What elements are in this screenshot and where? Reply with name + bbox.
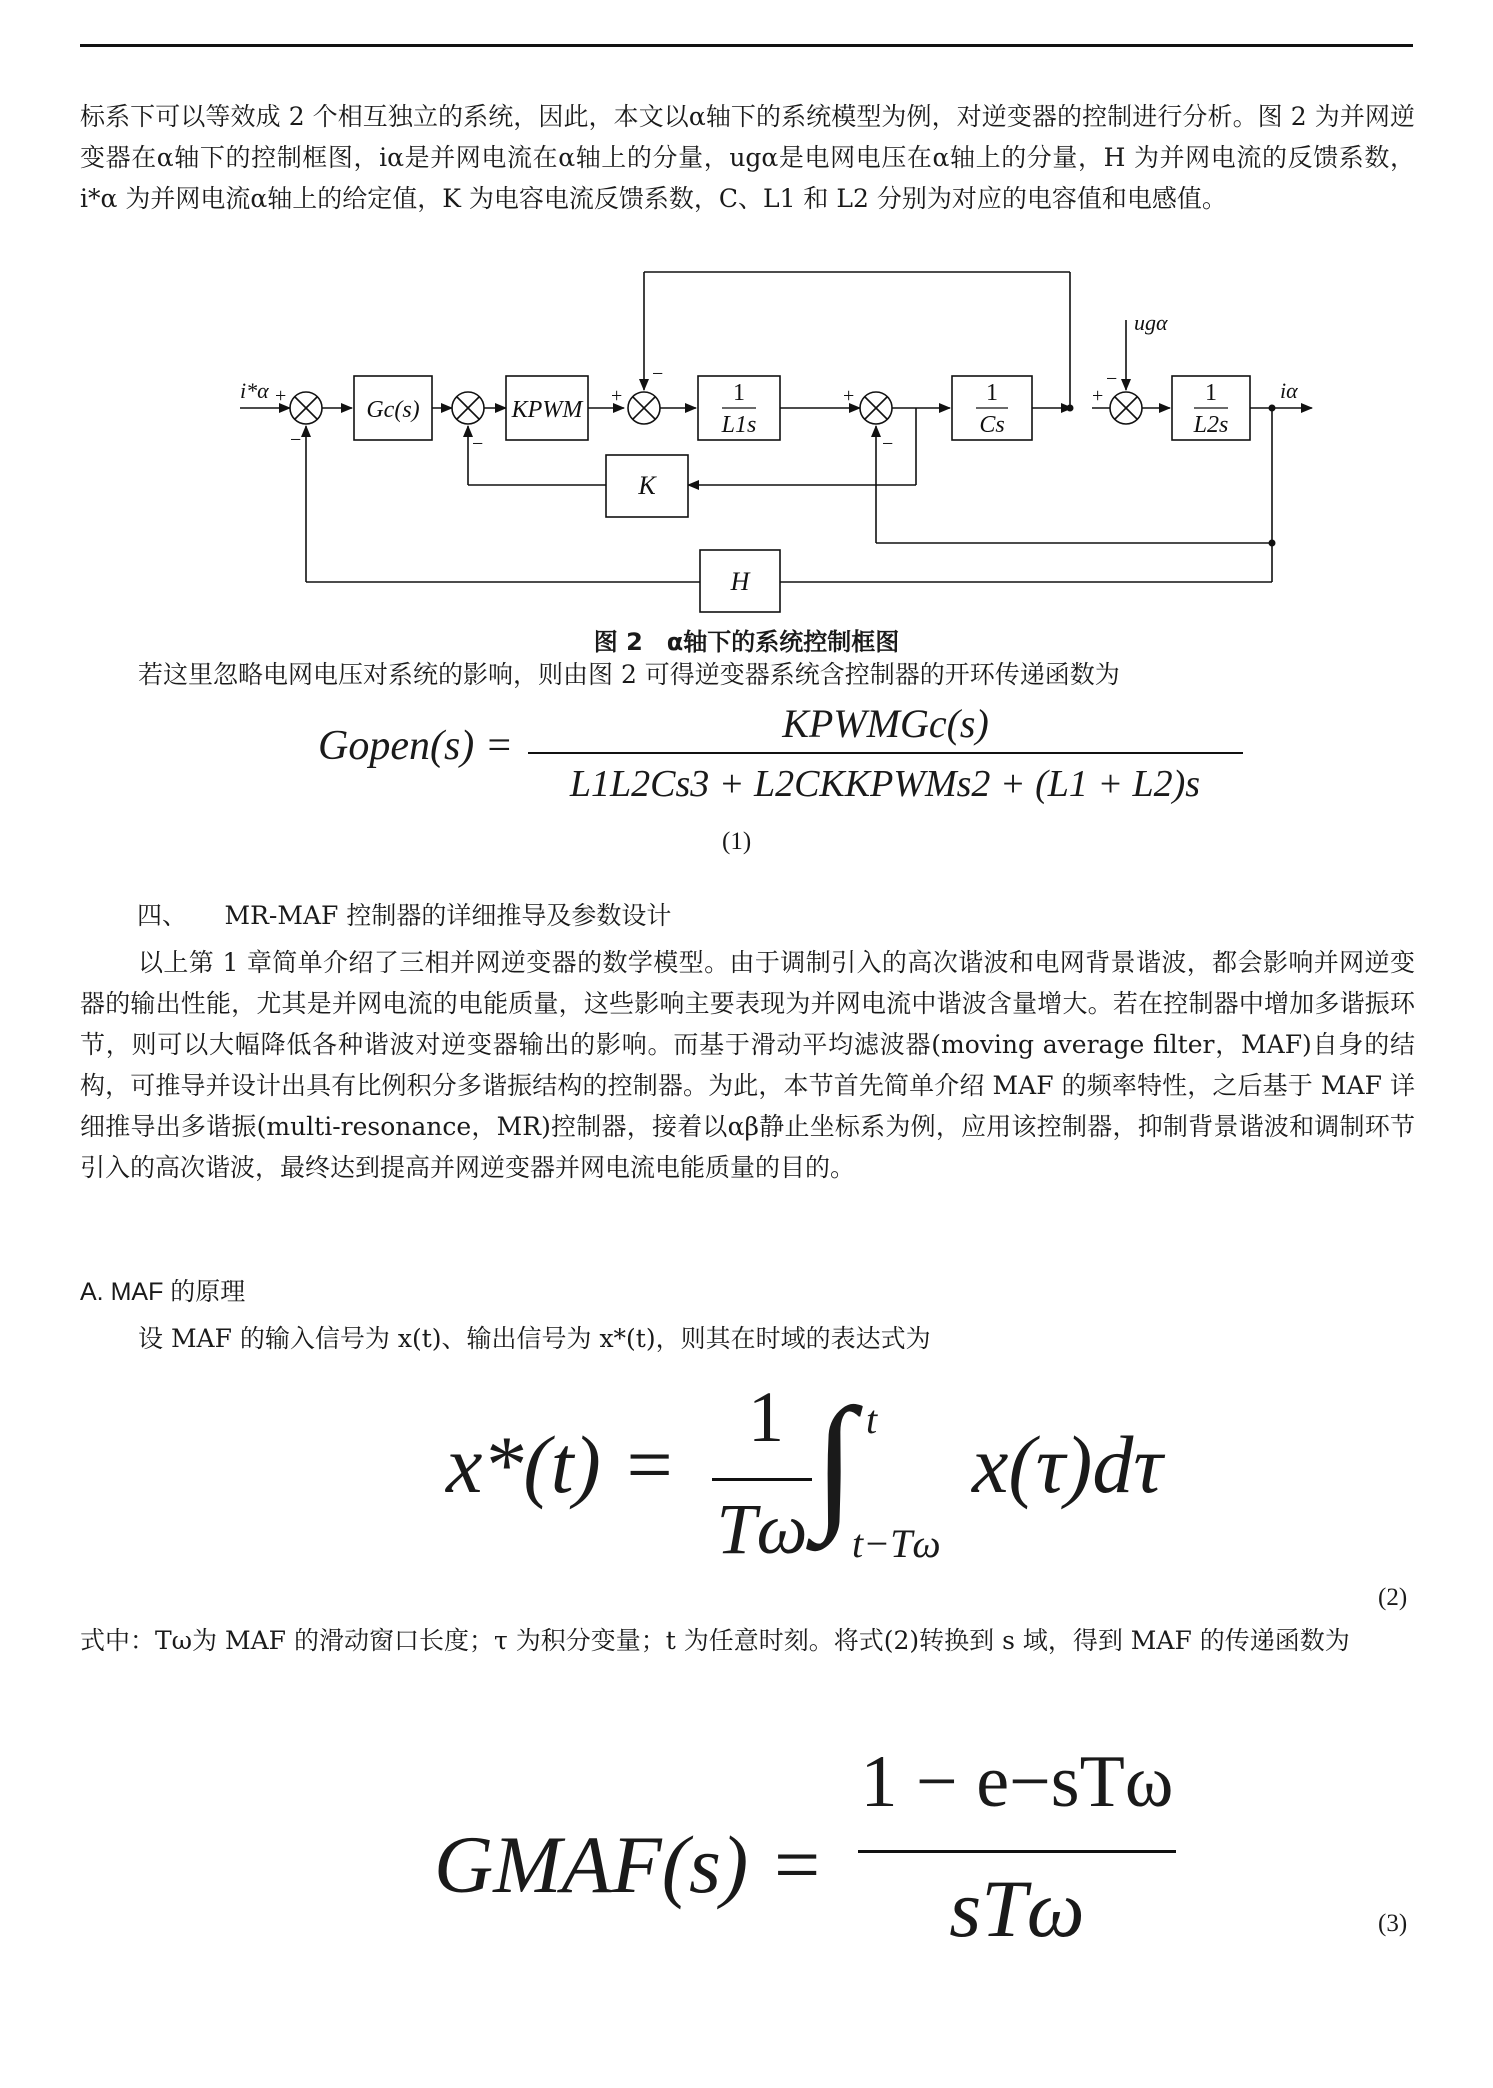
k-label: K	[638, 471, 656, 500]
output-signal-label: iα	[1280, 378, 1298, 403]
l1s-numerator: 1	[733, 380, 745, 406]
sign: −	[882, 433, 894, 455]
junction-dot	[1269, 405, 1276, 412]
eq2-integral-upper: t	[866, 1397, 878, 1442]
sum-junction-2	[452, 392, 484, 424]
text-after-eq2: 式中：Tω为 MAF 的滑动窗口长度；τ 为积分变量；t 为任意时刻。将式(2)转换到 s 域，得到 MAF 的传递函数为	[80, 1626, 1350, 1655]
junction-dot	[1269, 540, 1276, 547]
eq2-integrand: x(τ)dτ	[972, 1419, 1163, 1510]
header-rule	[80, 44, 1413, 47]
sign: +	[1092, 385, 1104, 407]
sign: −	[652, 363, 664, 385]
gc-label: Gc(s)	[366, 397, 420, 423]
l1s-denominator: L1s	[721, 412, 757, 438]
integral-icon: ∫	[814, 1378, 856, 1544]
eq1-lhs: Gopen(s) =	[318, 723, 514, 769]
cs-denominator: Cs	[979, 412, 1005, 438]
sum-junction-1	[290, 392, 322, 424]
sign: +	[843, 385, 855, 407]
eq2-number: (2)	[1378, 1584, 1408, 1611]
junction-dot	[1067, 405, 1074, 412]
section-4-heading: 四、 MR-MAF 控制器的详细推导及参数设计	[137, 901, 672, 930]
sign: −	[1106, 368, 1118, 390]
eq2-fraction-bar	[712, 1478, 812, 1481]
eq2-integral-lower: t−Tω	[852, 1521, 941, 1566]
input-signal-label: i*α	[240, 378, 269, 403]
eq3-numerator: 1 − e−sTω	[860, 1741, 1174, 1823]
text-before-eq2: 设 MAF 的输入信号为 x(t)、输出信号为 x*(t)，则其在时域的表达式为	[138, 1324, 931, 1353]
control-block-diagram	[0, 260, 1493, 620]
eq1-fraction-bar	[528, 752, 1243, 754]
sign: +	[611, 385, 623, 407]
eq2-lhs: x*(t) =	[446, 1419, 677, 1510]
eq1-number: (1)	[722, 828, 752, 855]
l2s-numerator: 1	[1205, 380, 1217, 406]
sum-junction-3	[628, 392, 660, 424]
l2s-denominator: L2s	[1193, 412, 1229, 438]
eq3-number: (3)	[1378, 1910, 1408, 1937]
subsection-a-heading: A. MAF 的原理	[80, 1278, 246, 1306]
eq3-lhs: GMAF(s) =	[434, 1819, 825, 1910]
sign: −	[472, 433, 484, 455]
sum-junction-4	[860, 392, 892, 424]
eq1-numerator: KPWMGc(s)	[782, 701, 989, 746]
section-4-paragraph: 以上第 1 章简单介绍了三相并网逆变器的数学模型。由于调制引入的高次谐波和电网背景谐波，都会影响并网逆变器的输出性能，尤其是并网电流的电能质量，这些影响主要表现为并网电流中谐波含量增大。若在控制器中增加多谐振环节，则可以大幅降低各种谐波对逆变器输出的影响。而基于滑动平均滤波器(moving average filter，MAF)自身的结构，可推导并设计出具有比例积分多谐振结构的控制器。为此，本节首先简单介绍 MAF 的频率特性，之后基于 MAF 详细推导出多谐振(multi-resonance，MR)控制器，接着以αβ静止坐标系为例，应用该控制器，抑制背景谐波和调制环节引入的高次谐波，最终达到提高并网逆变器并网电流电能质量的目的。	[80, 948, 1415, 1182]
sign: +	[275, 385, 287, 407]
eq3-denominator: sTω	[949, 1863, 1085, 1954]
text-before-eq1: 若这里忽略电网电压对系统的影响，则由图 2 可得逆变器系统含控制器的开环传递函数为	[138, 660, 1120, 689]
eq1-denominator: L1L2Cs3 + L2CKKPWMs2 + (L1 + L2)s	[569, 763, 1201, 805]
intro-paragraph: 标系下可以等效成 2 个相互独立的系统，因此，本文以α轴下的系统模型为例，对逆变器的控制进行分析。图 2 为并网逆变器在α轴下的控制框图，iα是并网电流在α轴上的分量，ugα是电网电压在α轴上的分量，H 为并网电流的反馈系数，i*α 为并网电流α轴上的给定值，K 为电容电流反馈系数，C、L1 和 L2 分别为对应的电容值和电感值。	[80, 102, 1415, 213]
eq2-frac-den: Tω	[716, 1489, 808, 1569]
kpwm-label: KPWM	[511, 397, 583, 423]
figure-caption: 图 2 α轴下的系统控制框图	[593, 628, 900, 656]
eq2-frac-num: 1	[748, 1377, 784, 1457]
eq3-fraction-bar	[858, 1850, 1176, 1853]
sign: −	[290, 429, 302, 451]
disturbance-signal-label: ugα	[1134, 310, 1168, 335]
sum-junction-5	[1110, 392, 1142, 424]
cs-numerator: 1	[986, 380, 998, 406]
h-label: H	[730, 567, 750, 596]
